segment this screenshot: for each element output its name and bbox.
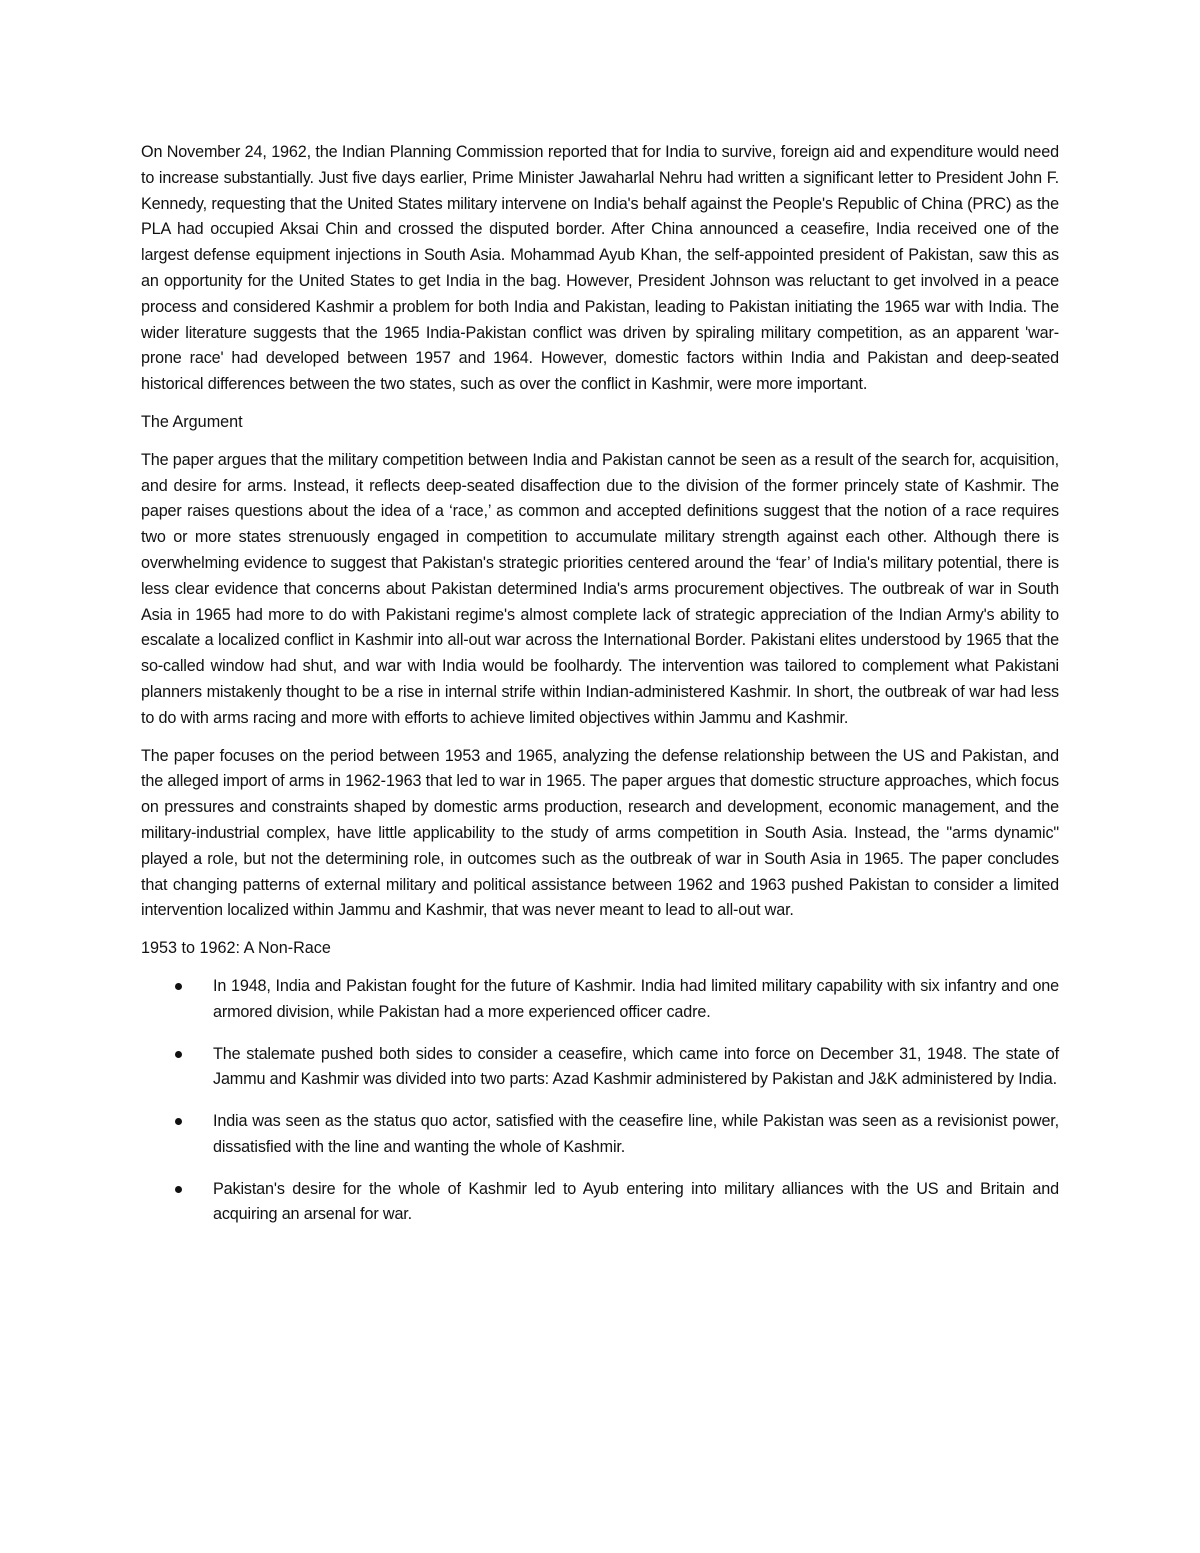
bullet-text: In 1948, India and Pakistan fought for the future of Kashmir. India had limited military capability with six infantry and one armored division, while Pakistan had a more experienced officer cadre. <box>213 976 1059 1021</box>
bullet-icon <box>175 1118 182 1125</box>
bullet-list <box>141 974 1059 1228</box>
argument-paragraph-1: The paper argues that the military competition between India and Pakistan cannot be seen as a result of the search for, acquisition, and desire for arms. Instead, it reflects deep-seated disaffection due to the division of the former princely state of Kashmir. The paper raises questions about the idea of a ‘race,’ as common and accepted definitions suggest that the notion of a race requires two or more states strenuously engaged in competition to accumulate military strength against each other. Although there is overwhelming evidence to suggest that Pakistan's strategic priorities centered around the ‘fear’ of India's military potential, there is less clear evidence that concerns about Pakistan determined India's arms procurement objectives. The outbreak of war in South Asia in 1965 had more to do with Pakistani regime's almost complete lack of strategic appreciation of the Indian Army's ability to escalate a localized conflict in Kashmir into all-out war across the International Border. Pakistani elites understood by 1965 that the so-called window had shut, and war with India would be foolhardy. The intervention was tailored to complement what Pakistani planners mistakenly thought to be a rise in internal strife within Indian-administered Kashmir. In short, the outbreak of war had less to do with arms racing and more with efforts to achieve limited objectives within Jammu and Kashmir. <box>141 450 1059 727</box>
bullet-icon <box>175 983 182 990</box>
bullet-icon <box>175 1186 182 1193</box>
intro-paragraph: On November 24, 1962, the Indian Planning Commission reported that for India to survive, foreign aid and expenditure would need to increase substantially. Just five days earlier, Prime Minister Jawaharlal Nehru had written a significant letter to President John F. Kennedy, requesting that the United States military intervene on India's behalf against the People's Republic of China (PRC) as the PLA had occupied Aksai Chin and crossed the disputed border. After China announced a ceasefire, India received one of the largest defense equipment injections in South Asia. Mohammad Ayub Khan, the self-appointed president of Pakistan, saw this as an opportunity for the United States to get India in the bag. However, President Johnson was reluctant to get involved in a peace process and considered Kashmir a problem for both India and Pakistan, leading to Pakistan initiating the 1965 war with India. The wider literature suggests that the 1965 India-Pakistan conflict was driven by spiraling military competition, as an apparent 'war-prone race' had developed between 1957 and 1964. However, domestic factors within India and Pakistan and deep-seated historical differences between the two states, such as over the conflict in Kashmir, were more important. <box>141 143 1059 394</box>
document-page <box>141 140 1059 1244</box>
list-item <box>141 1042 1059 1094</box>
argument-heading: The Argument <box>141 412 243 431</box>
bullet-text: Pakistan's desire for the whole of Kashmir led to Ayub entering into military alliances with the US and Britain and acquiring an arsenal for war. <box>213 1179 1059 1224</box>
list-item <box>141 974 1059 1026</box>
list-item <box>141 1177 1059 1229</box>
section-heading: 1953 to 1962: A Non-Race <box>141 939 331 958</box>
bullet-text: India was seen as the status quo actor, satisfied with the ceasefire line, while Pakistan was seen as a revisionist power, dissatisfied with the line and wanting the whole of Kashmir. <box>213 1112 1059 1156</box>
list-item <box>141 1109 1059 1161</box>
bullet-text: The stalemate pushed both sides to consider a ceasefire, which came into force on December 31, 1948. The state of Jammu and Kashmir was divided into two parts: Azad Kashmir administered by Pakistan and J&K administered by India. <box>213 1044 1059 1089</box>
argument-paragraph-2: The paper focuses on the period between 1953 and 1965, analyzing the defense relationship between the US and Pakistan, and the alleged import of arms in 1962-1963 that led to war in 1965. The paper argues that domestic structure approaches, which focus on pressures and constraints shaped by domestic arms production, research and development, economic management, and the military-industrial complex, have little applicability to the study of arms competition in South Asia. Instead, the "arms dynamic" played a role, but not the determining role, in outcomes such as the outbreak of war in South Asia in 1965. The paper concludes that changing patterns of external military and political assistance between 1962 and 1963 pushed Pakistan to consider a limited intervention localized within Jammu and Kashmir, that was never meant to lead to all-out war. <box>141 746 1059 920</box>
bullet-icon <box>175 1051 182 1058</box>
